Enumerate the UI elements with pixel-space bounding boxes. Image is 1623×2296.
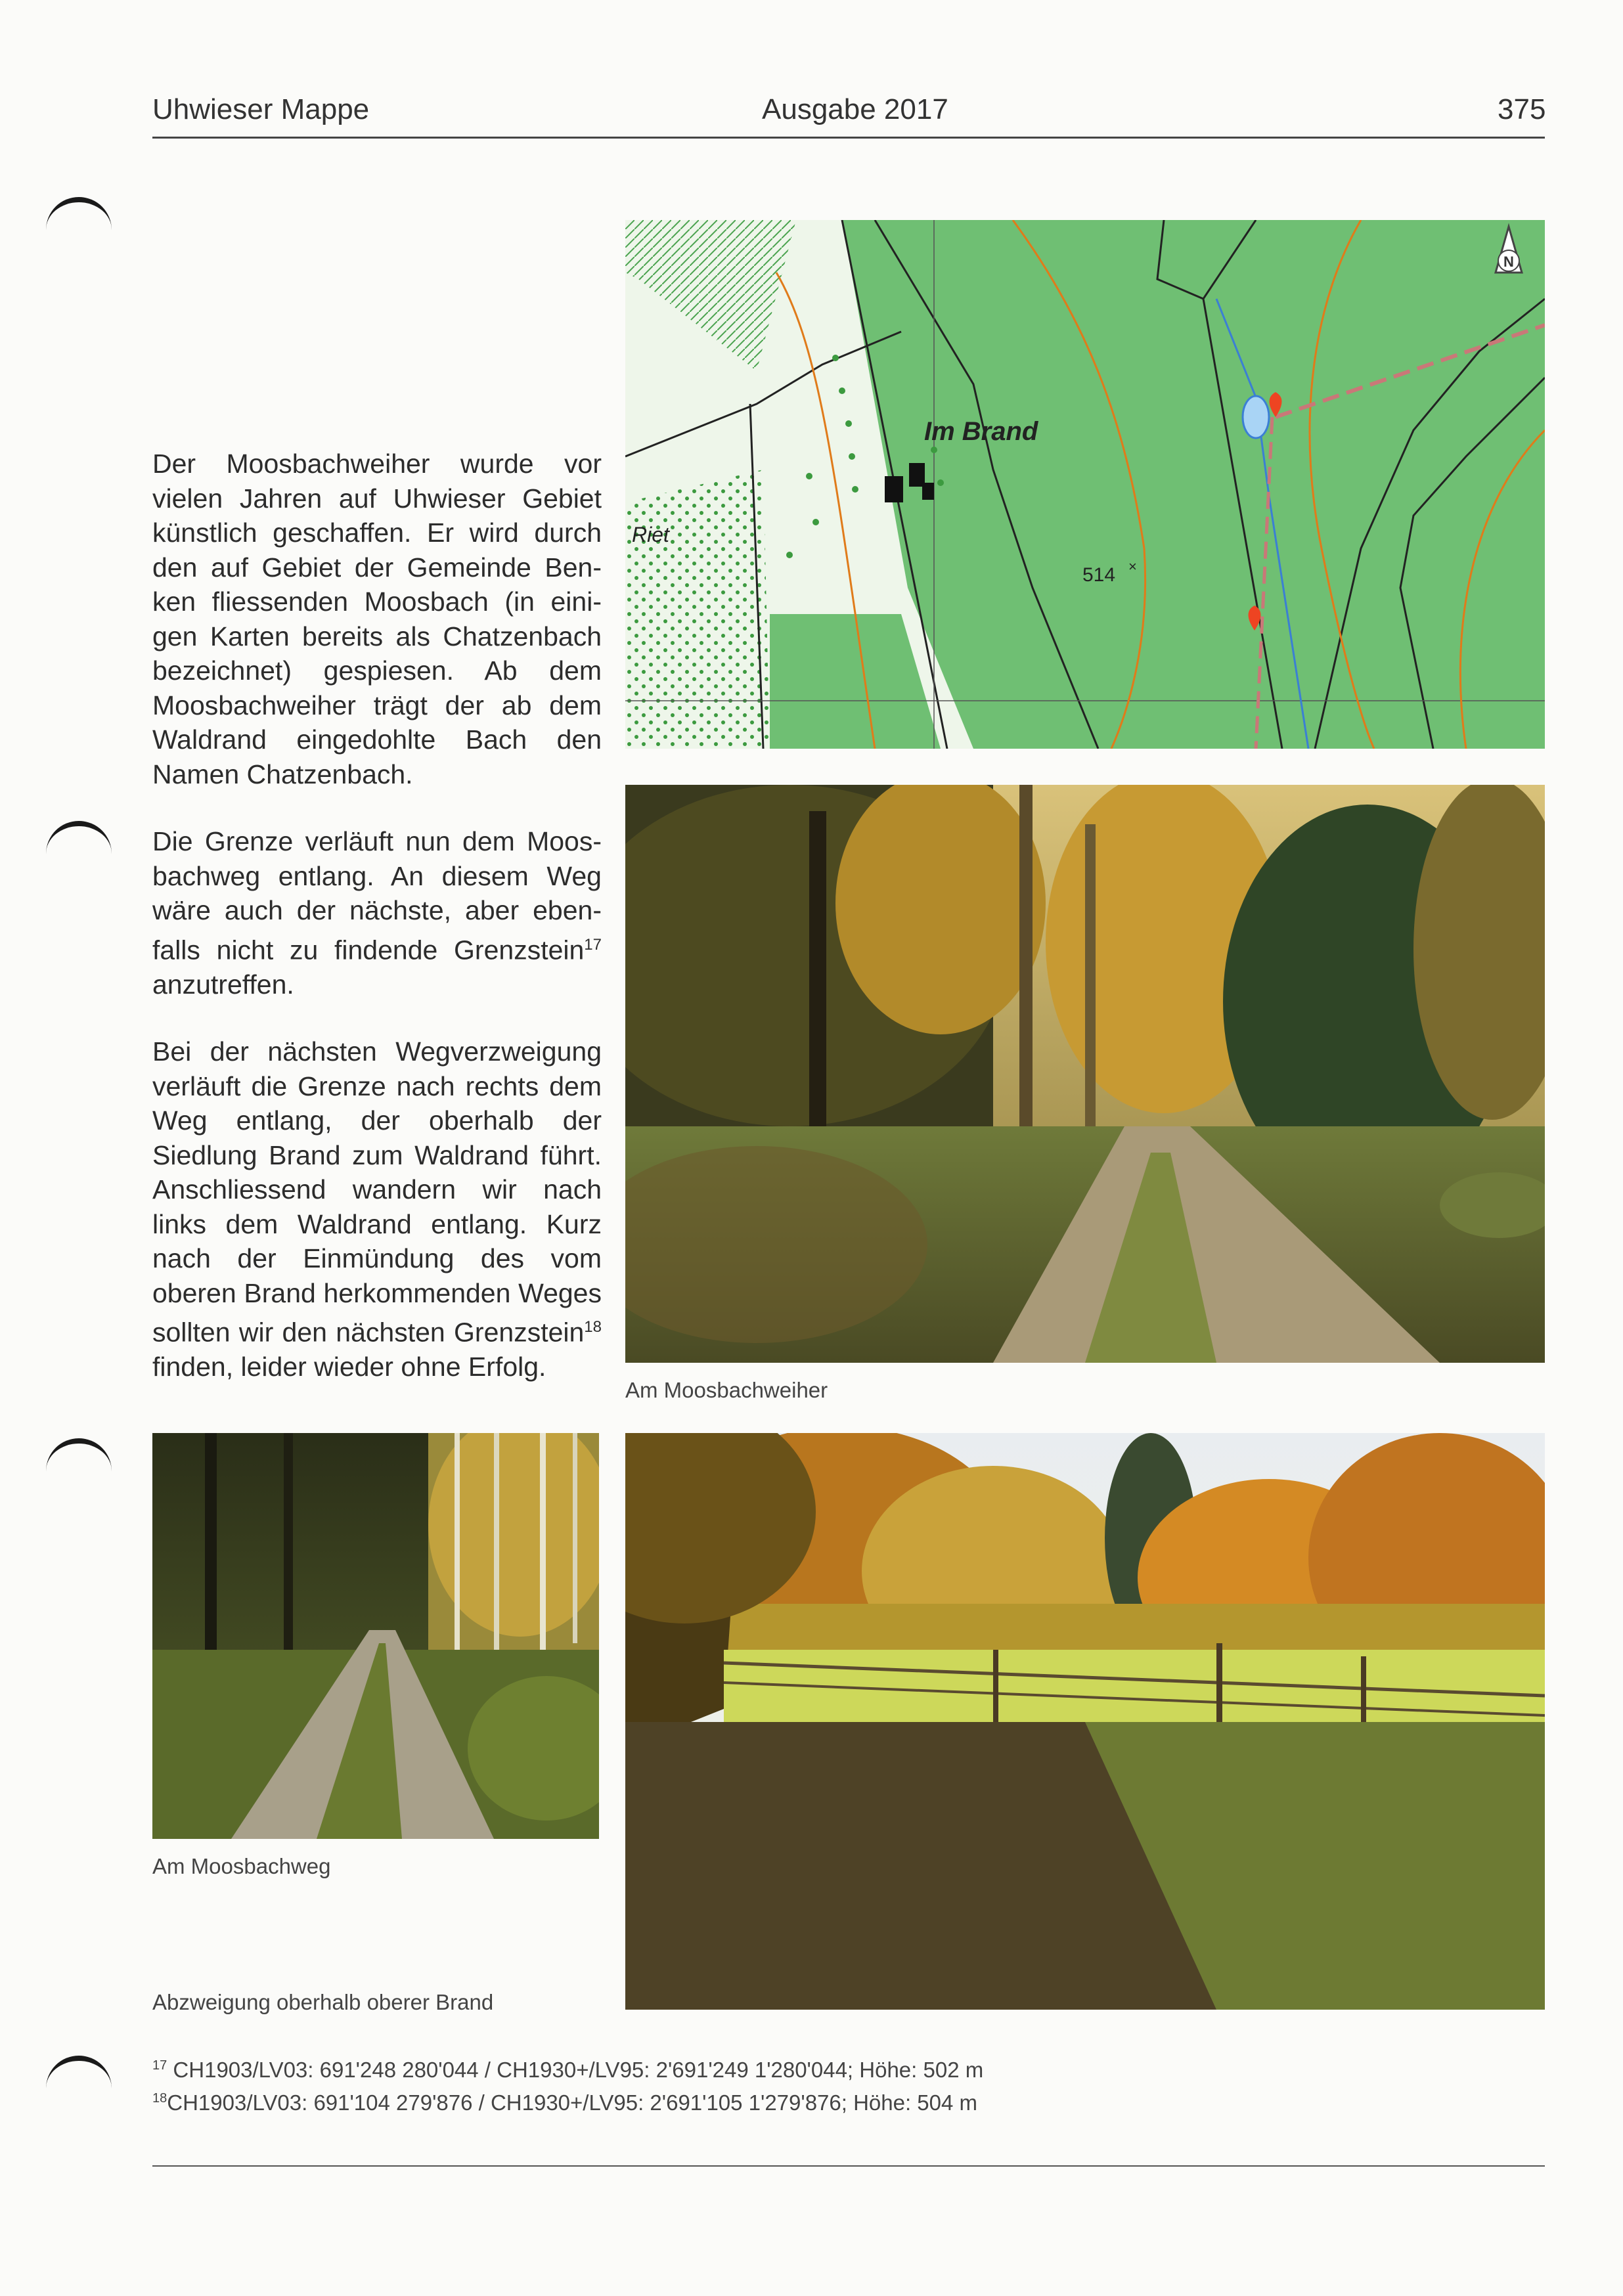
- caption-moosbachweg: Am Moosbachweg: [152, 1854, 331, 1878]
- running-header-edition: Ausgabe 2017: [762, 93, 948, 125]
- map-building: [885, 476, 903, 502]
- map-label-im-brand: Im Brand: [924, 417, 1038, 446]
- paragraph-grenze-moosbachweg: [152, 824, 602, 1002]
- map-pond: [1243, 396, 1269, 438]
- footnote-18: [152, 2090, 977, 2115]
- map-tree-dot: [931, 447, 937, 453]
- paragraph-moosbachweiher: Der Moosbachweiher wurde vor vielen Jahren auf Uhwieser Gebiet künstlich geschaffen. Er wird durch den auf Gebiet der Gemeinde Benken fliessenden Moosbach (in einigen Karten bereits als Chatzenbach bezeichnet) gespiesen. Ab dem Moosbachweiher trägt der ab dem Waldrand eingedohlte Bach den Namen Chatzenbach.: [152, 449, 602, 789]
- paragraph-text: finden, leider wieder ohne Erfolg.: [152, 1352, 546, 1382]
- header-rule: [152, 137, 1545, 139]
- topographic-map: [625, 220, 1545, 749]
- caption-abzweigung: Abzweigung oberhalb oberer Brand: [152, 1990, 494, 2014]
- map-tree-dot: [806, 473, 812, 479]
- map-elevation-514: 514: [1082, 564, 1116, 586]
- paragraph-wegverzweigung: [152, 1034, 602, 1384]
- binder-hole: [46, 1438, 112, 1490]
- map-spot-height-icon: ×: [1128, 558, 1137, 575]
- paragraph-text: Bei der nächsten Wegverzweigung verläuft die Grenze nach rechts dem Weg entlang, der oberhalb der Siedlung Brand zum Waldrand führt. Anschliessend wandern wir nach links dem Waldrand entlang. Kurz nach der Einmündung des vom oberen Brand herkommenden Weges sollten wir den nächsten Grenzstein: [152, 1036, 602, 1348]
- map-label-riet: Riet: [632, 523, 669, 546]
- map-tree-dot: [937, 479, 944, 486]
- map-tree-dot: [852, 486, 858, 493]
- footer-rule: [152, 2165, 1545, 2167]
- map-tree-dot: [832, 355, 839, 361]
- map-building: [922, 483, 934, 500]
- binder-hole: [46, 821, 112, 872]
- map-tree-dot: [839, 387, 845, 394]
- map-orchard-dots: [625, 470, 770, 749]
- binder-hole: [46, 197, 112, 248]
- map-forest: [842, 220, 1545, 749]
- footnote-ref-17[interactable]: 17: [584, 935, 602, 954]
- map-tree-dot: [845, 420, 852, 427]
- photo-moosbachweg: [152, 1433, 599, 1839]
- footnote-number: 18: [152, 2091, 167, 2106]
- paragraph-text: anzutreffen.: [152, 969, 294, 1000]
- map-tree-dot: [812, 519, 819, 525]
- map-tree-dot: [786, 552, 793, 558]
- photo-moosbachweiher: [625, 785, 1545, 1363]
- paragraph-text: Die Grenze verläuft nun dem Moosbachweg entlang. An diesem Weg wäre auch der nächste, aber ebenfalls nicht zu findende Grenzstein: [152, 826, 602, 965]
- photo-abzweigung: [625, 1433, 1545, 2010]
- caption-moosbachweiher: Am Moosbachweiher: [625, 1378, 828, 1402]
- footnote-17: [152, 2058, 983, 2083]
- footnote-number: 17: [152, 2058, 167, 2073]
- map-tree-dot: [849, 453, 855, 460]
- body-text: [152, 447, 602, 1417]
- binder-hole: [46, 2056, 112, 2107]
- running-header-title: Uhwieser Mappe: [152, 93, 370, 125]
- page-number: 375: [1498, 93, 1546, 125]
- footnote-text: CH1903/LV03: 691'248 280'044 / CH1930+/LV95: 2'691'249 1'280'044; Höhe: 502 m: [173, 2058, 984, 2082]
- north-label: N: [1503, 254, 1514, 270]
- footnote-text: CH1903/LV03: 691'104 279'876 / CH1930+/LV95: 2'691'105 1'279'876; Höhe: 504 m: [167, 2090, 978, 2115]
- footnote-ref-18[interactable]: 18: [584, 1318, 602, 1336]
